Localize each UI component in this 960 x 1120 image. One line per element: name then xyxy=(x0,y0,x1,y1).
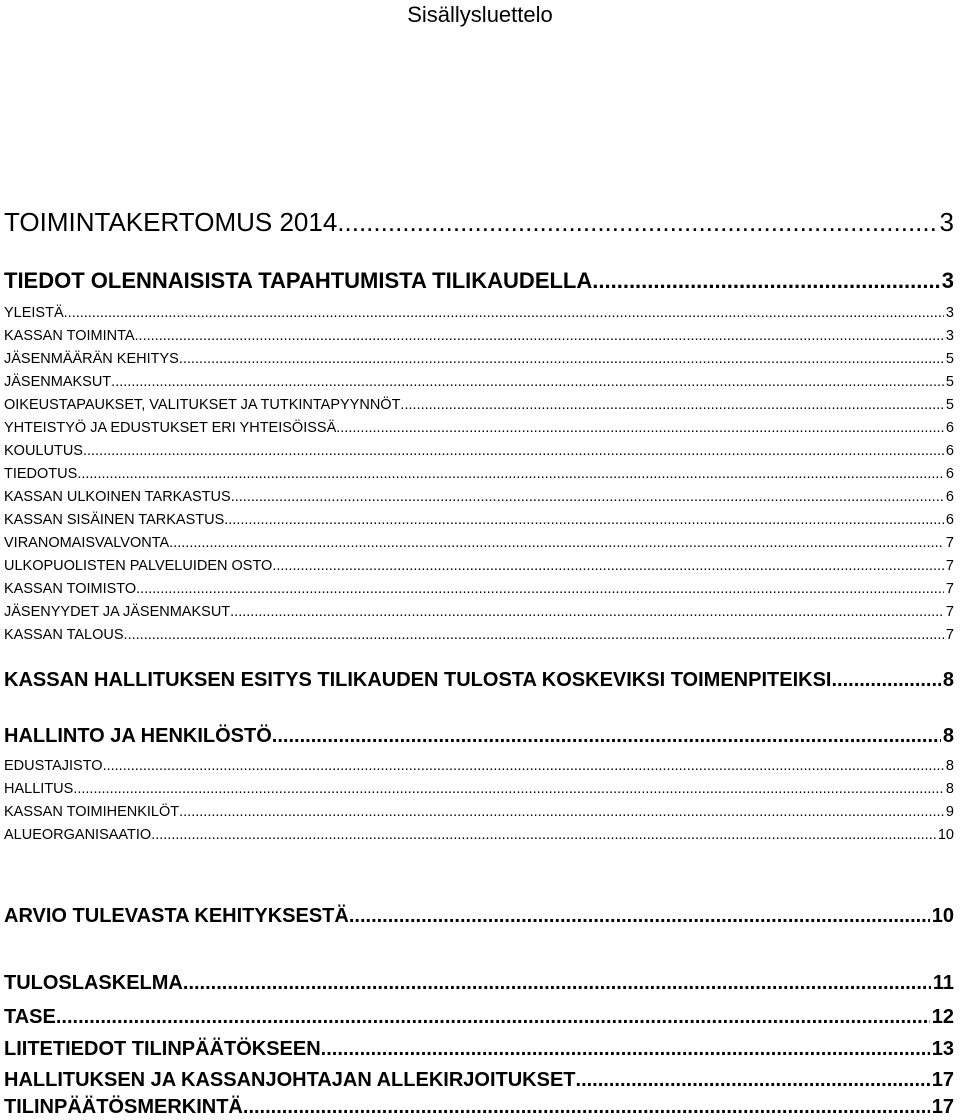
toc-entry-page: 3 xyxy=(941,268,954,293)
toc-entry-page: 6 xyxy=(945,443,954,459)
toc-entry-label: KASSAN TALOUS xyxy=(4,627,124,643)
toc-entry-oikeustapaukset[interactable] xyxy=(4,395,954,415)
toc-entry-page: 8 xyxy=(942,725,954,747)
toc-entry-kassan-toimisto[interactable] xyxy=(4,579,954,599)
toc-entry-label: HALLITUS xyxy=(4,781,74,797)
toc-entry-hallinto[interactable] xyxy=(4,723,954,749)
toc-entry-page: 17 xyxy=(931,1069,954,1091)
toc-entry-tiedotus[interactable] xyxy=(4,464,954,484)
toc-entry-alueorganisaatio[interactable] xyxy=(4,825,954,845)
toc-leader-dots xyxy=(151,825,936,845)
toc-leader-dots xyxy=(349,903,930,929)
toc-leader-dots xyxy=(77,464,944,484)
toc-entry-label: OIKEUSTAPAUKSET, VALITUKSET JA TUTKINTAPYYNNÖT xyxy=(4,397,401,413)
toc-entry-page: 3 xyxy=(939,207,954,237)
toc-leader-dots xyxy=(135,326,944,346)
toc-entry-tiedot-olennaisista[interactable] xyxy=(4,267,954,295)
toc-leader-dots xyxy=(169,533,944,553)
toc-entry-page: 7 xyxy=(945,558,954,574)
toc-entry-label: TIEDOTUS xyxy=(4,466,78,482)
toc-leader-dots xyxy=(224,510,944,530)
toc-entry-label: TASE xyxy=(4,1006,56,1028)
toc-entry-label: JÄSENMAKSUT xyxy=(4,374,112,390)
toc-entry-viranomaisvalvonta[interactable] xyxy=(4,533,954,553)
toc-entry-page: 7 xyxy=(945,535,954,551)
toc-leader-dots xyxy=(231,487,944,507)
toc-entry-label: ALUEORGANISAATIO xyxy=(4,827,152,843)
toc-entry-tuloslaskelma[interactable] xyxy=(4,970,954,996)
toc-entry-page: 9 xyxy=(945,804,954,820)
toc-entry-jasenyydet[interactable] xyxy=(4,602,954,622)
toc-entry-label: KASSAN SISÄINEN TARKASTUS xyxy=(4,512,225,528)
toc-leader-dots xyxy=(64,303,944,323)
toc-entry-page: 10 xyxy=(937,827,954,843)
toc-entry-page: 6 xyxy=(945,512,954,528)
toc-title: Sisällysluettelo xyxy=(407,2,553,27)
toc-entry-palveluiden-osto[interactable] xyxy=(4,556,954,576)
toc-entry-page: 10 xyxy=(931,905,954,927)
toc-entry-edustajisto[interactable] xyxy=(4,756,954,776)
toc-entry-page: 13 xyxy=(931,1038,954,1060)
toc-entry-sisainen-tarkastus[interactable] xyxy=(4,510,954,530)
toc-entry-label: JÄSENYYDET JA JÄSENMAKSUT xyxy=(4,604,231,620)
toc-entry-label: KASSAN HALLITUKSEN ESITYS TILIKAUDEN TULOSTA KOSKEVIKSI TOIMENPITEIKSI xyxy=(4,669,832,691)
toc-entry-label: TIEDOT OLENNAISISTA TAPAHTUMISTA TILIKAUDELLA xyxy=(4,268,593,293)
toc-entry-page: 8 xyxy=(945,758,954,774)
toc-entry-page: 6 xyxy=(945,466,954,482)
toc-entry-liitetiedot[interactable] xyxy=(4,1036,954,1062)
toc-entry-jasenmaaran-kehitys[interactable] xyxy=(4,349,954,369)
toc-entry-label: ULKOPUOLISTEN PALVELUIDEN OSTO xyxy=(4,558,273,574)
toc-leader-dots xyxy=(337,206,937,238)
toc-leader-dots xyxy=(576,1067,930,1093)
toc-entry-ulkoinen-tarkastus[interactable] xyxy=(4,487,954,507)
toc-leader-dots xyxy=(179,349,944,369)
toc-leader-dots xyxy=(272,556,944,576)
toc-leader-dots xyxy=(103,756,944,776)
toc-leader-dots xyxy=(183,970,931,996)
toc-entry-label: KOULUTUS xyxy=(4,443,83,459)
toc-leader-dots xyxy=(136,579,944,599)
toc-entry-label: ARVIO TULEVASTA KEHITYKSESTÄ xyxy=(4,905,349,927)
toc-entry-page: 6 xyxy=(945,489,954,505)
toc-leader-dots xyxy=(124,625,944,645)
toc-leader-dots xyxy=(179,802,944,822)
toc-leader-dots xyxy=(111,372,944,392)
toc-leader-dots xyxy=(321,1036,930,1062)
toc-entry-label: VIRANOMAISVALVONTA xyxy=(4,535,170,551)
toc-entry-label: HALLINTO JA HENKILÖSTÖ xyxy=(4,725,272,747)
toc-entry-hallitus[interactable] xyxy=(4,779,954,799)
toc-entry-allekirjoitukset[interactable] xyxy=(4,1067,954,1093)
toc-entry-kassan-talous[interactable] xyxy=(4,625,954,645)
toc-leader-dots xyxy=(831,667,940,693)
toc-entry-page: 3 xyxy=(945,328,954,344)
toc-entry-page: 8 xyxy=(945,781,954,797)
toc-entry-page: 17 xyxy=(931,1096,954,1118)
toc-entry-arvio[interactable] xyxy=(4,903,954,929)
toc-entry-label: EDUSTAJISTO xyxy=(4,758,103,774)
toc-entry-label: KASSAN TOIMINTA xyxy=(4,328,135,344)
toc-entry-label: TOIMINTAKERTOMUS 2014 xyxy=(4,207,338,237)
toc-entry-page: 7 xyxy=(945,627,954,643)
toc-entry-hallituksen-esitys[interactable] xyxy=(4,667,954,693)
toc-entry-label: YLEISTÄ xyxy=(4,305,64,321)
toc-entry-tilinpaatosmerkinta[interactable] xyxy=(4,1094,954,1120)
toc-entry-page: 12 xyxy=(931,1006,954,1028)
toc-entry-yhteistyo[interactable] xyxy=(4,418,954,438)
toc-entry-page: 7 xyxy=(945,604,954,620)
toc-entry-label: YHTEISTYÖ JA EDUSTUKSET ERI YHTEISÖISSÄ xyxy=(4,420,337,436)
toc-entry-label: LIITETIEDOT TILINPÄÄTÖKSEEN xyxy=(4,1038,321,1060)
toc-entry-label: TULOSLASKELMA xyxy=(4,972,183,994)
toc-leader-dots xyxy=(243,1094,930,1120)
toc-entry-page: 8 xyxy=(942,669,954,691)
toc-entry-page: 5 xyxy=(945,351,954,367)
toc-entry-page: 3 xyxy=(945,305,954,321)
toc-entry-kassan-toiminta[interactable] xyxy=(4,326,954,346)
toc-entry-label: KASSAN TOIMIHENKILÖT xyxy=(4,804,180,820)
toc-entry-toimihenkilot[interactable] xyxy=(4,802,954,822)
toc-entry-label: KASSAN ULKOINEN TARKASTUS xyxy=(4,489,231,505)
toc-entry-page: 6 xyxy=(945,420,954,436)
toc-entry-label: JÄSENMÄÄRÄN KEHITYS xyxy=(4,351,179,367)
toc-leader-dots xyxy=(73,779,944,799)
toc-leader-dots xyxy=(272,723,941,749)
toc-entry-label: TILINPÄÄTÖSMERKINTÄ xyxy=(4,1096,243,1118)
toc-leader-dots xyxy=(592,267,939,295)
toc-leader-dots xyxy=(400,395,944,415)
toc-entry-page: 7 xyxy=(945,581,954,597)
toc-entry-page: 5 xyxy=(945,397,954,413)
toc-entry-yleista[interactable] xyxy=(4,303,954,323)
toc-leader-dots xyxy=(83,441,944,461)
toc-entry-tase[interactable] xyxy=(4,1004,954,1030)
toc-leader-dots xyxy=(336,418,944,438)
toc-entry-label: HALLITUKSEN JA KASSANJOHTAJAN ALLEKIRJOITUKSET xyxy=(4,1069,576,1091)
toc-entry-page: 5 xyxy=(945,374,954,390)
toc-entry-jasenmaksut[interactable] xyxy=(4,372,954,392)
toc-entry-page: 11 xyxy=(932,972,954,994)
toc-entry-koulutus[interactable] xyxy=(4,441,954,461)
toc-leader-dots xyxy=(56,1004,930,1030)
toc-entry-toimintakertomus[interactable] xyxy=(4,206,954,238)
toc-leader-dots xyxy=(230,602,944,622)
toc-entry-label: KASSAN TOIMISTO xyxy=(4,581,137,597)
